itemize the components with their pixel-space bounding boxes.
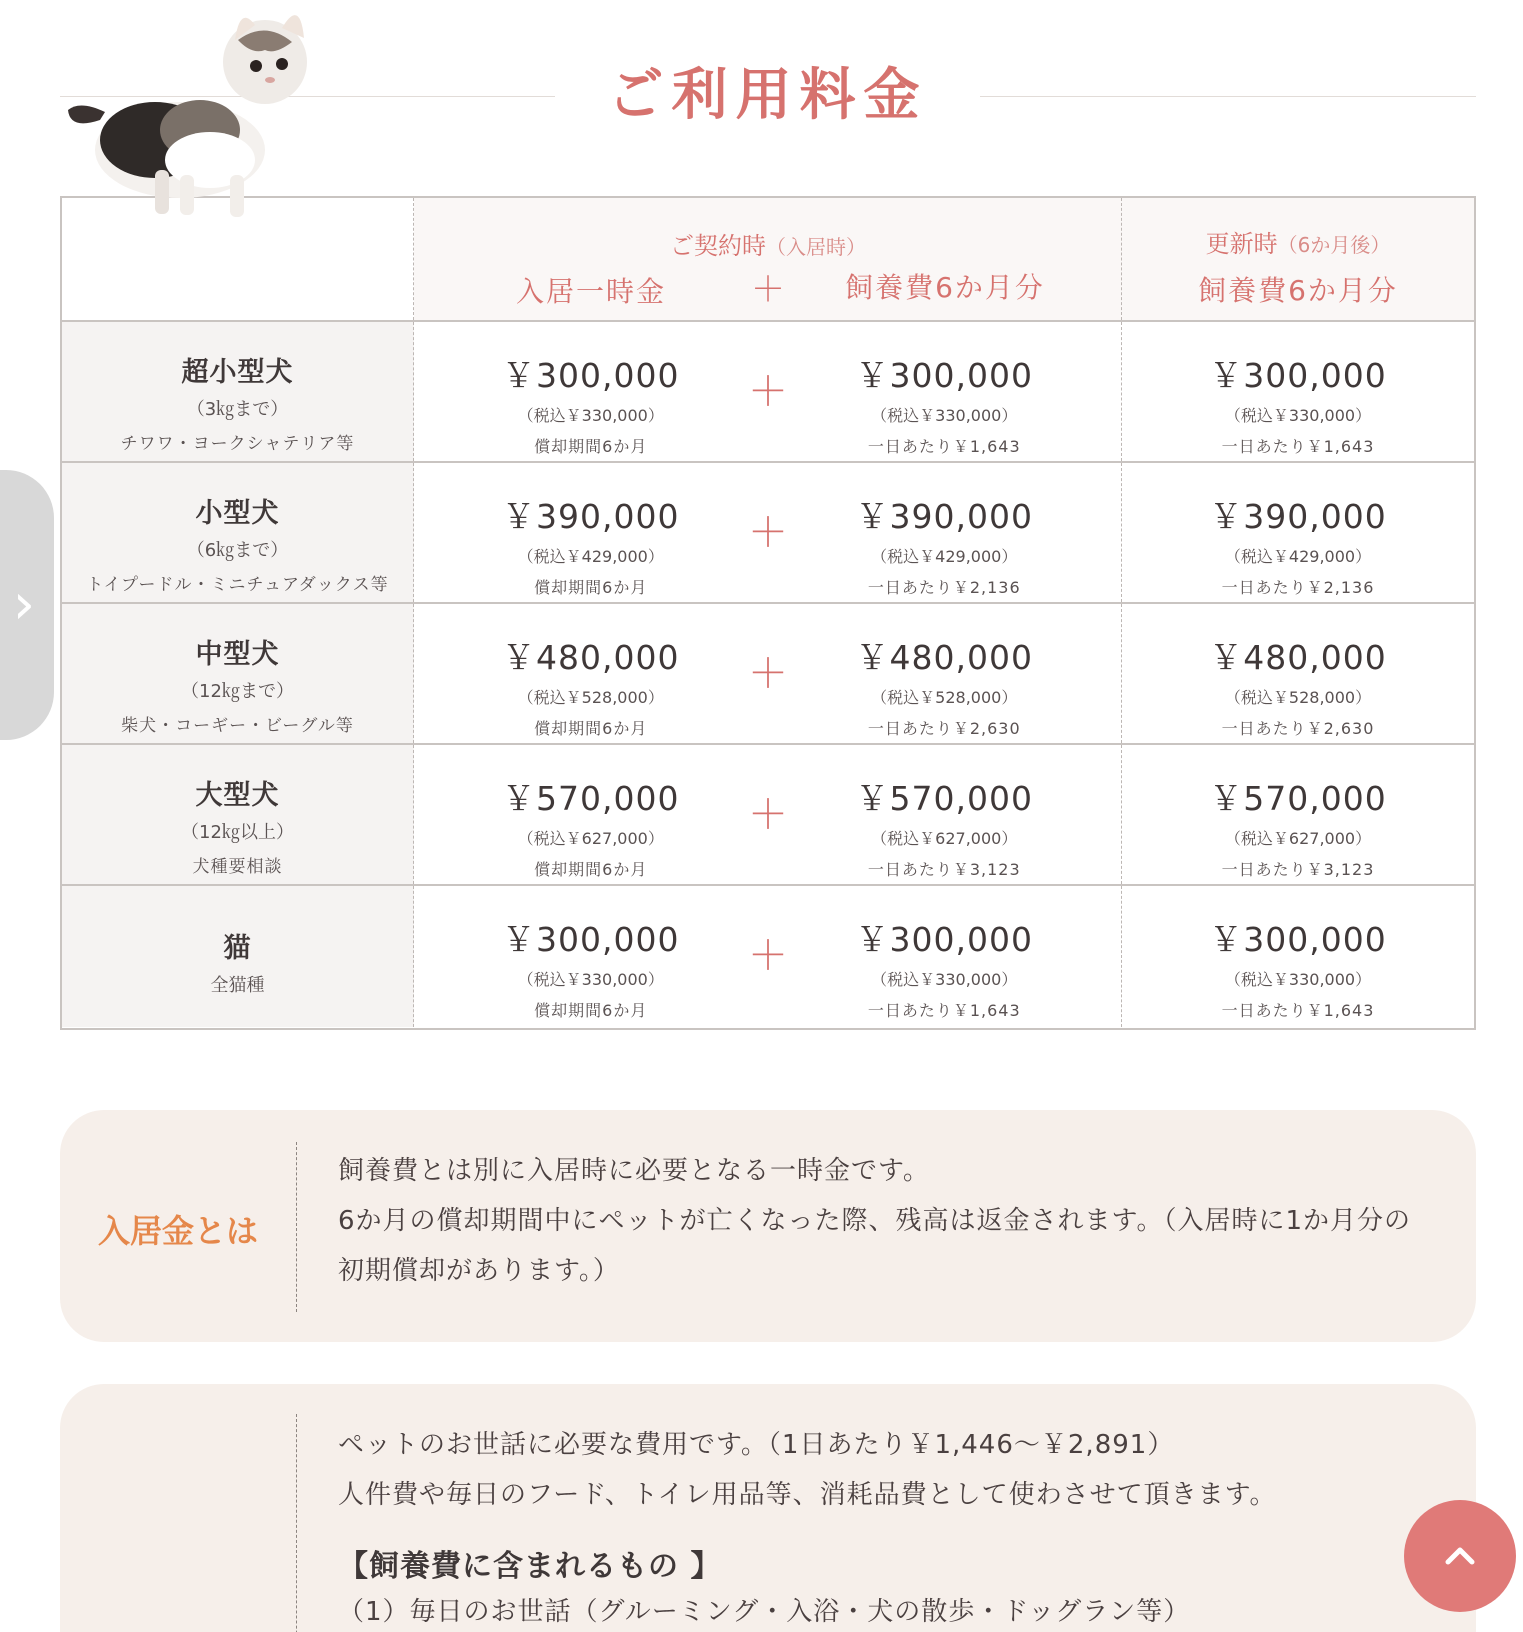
care-tax: （税込￥330,000）	[871, 406, 1018, 425]
table-row	[62, 604, 1474, 745]
renew-amount: ￥300,000	[1209, 356, 1387, 395]
pet-size-name: 超小型犬	[181, 357, 294, 388]
row-label-cell	[62, 322, 414, 461]
care-tax: （税込￥627,000）	[871, 829, 1018, 848]
row-label-cell	[62, 463, 414, 602]
deposit-amount: ￥300,000	[502, 356, 680, 395]
deposit-block	[414, 463, 768, 602]
deposit-tax: （税込￥330,000）	[517, 970, 664, 989]
care-block	[768, 886, 1122, 1027]
care-info-line: ペットのお世話に必要な費用です。（1日あたり￥1,446～￥2,891）	[338, 1430, 1175, 1460]
deposit-info-box	[60, 1110, 1476, 1342]
title-divider-right	[980, 96, 1476, 97]
deposit-info-line: 飼養費とは別に入居時に必要となる一時金です。	[338, 1156, 930, 1186]
table-row	[62, 886, 1474, 1027]
table-row	[62, 745, 1474, 886]
care-includes-item: （1）毎日のお世話（グルーミング・入浴・犬の散歩・ドッグラン等）	[338, 1597, 1191, 1627]
deposit-amount: ￥480,000	[502, 638, 680, 677]
deposit-note: 償却期間6か月	[534, 860, 648, 879]
renew-amount: ￥480,000	[1209, 638, 1387, 677]
pet-size-name: 猫	[223, 933, 252, 964]
renew-amount: ￥390,000	[1209, 497, 1387, 536]
care-tax: （税込￥429,000）	[871, 547, 1018, 566]
deposit-amount: ￥570,000	[502, 779, 680, 818]
care-note: 一日あたり￥3,123	[867, 860, 1021, 879]
contract-note: （入居時）	[766, 235, 866, 259]
care-tax: （税込￥330,000）	[871, 970, 1018, 989]
kitten-photo	[60, 0, 320, 225]
care-note: 一日あたり￥1,643	[867, 437, 1021, 456]
plus-icon: ＋	[748, 933, 788, 979]
renew-amount: ￥570,000	[1209, 779, 1387, 818]
deposit-tax: （税込￥528,000）	[517, 688, 664, 707]
renew-title: 更新時	[1205, 230, 1278, 258]
plus-icon: ＋	[748, 369, 788, 415]
renew-tax: （税込￥429,000）	[1224, 547, 1372, 566]
header-deposit-col: 入居一時金	[515, 275, 666, 308]
renew-note: 一日あたり￥3,123	[1221, 860, 1375, 879]
chevron-right-icon: ›	[12, 572, 36, 637]
deposit-block	[414, 604, 768, 743]
contract-cell	[414, 322, 1122, 461]
header-contract-title	[414, 226, 1122, 261]
pet-weight: （12㎏まで）	[181, 681, 294, 702]
deposit-info-label: 入居金とは	[97, 1212, 258, 1250]
renew-note: 一日あたり￥1,643	[1221, 437, 1375, 456]
back-to-top-button[interactable]	[1404, 1500, 1516, 1612]
renew-note: 一日あたり￥2,136	[1221, 578, 1375, 597]
renew-cell	[1122, 463, 1474, 602]
info-divider	[296, 1142, 297, 1312]
renew-note: （6か月後）	[1277, 233, 1391, 257]
header-renew-title	[1122, 224, 1474, 259]
row-label-cell	[62, 604, 414, 743]
renew-cell	[1122, 322, 1474, 461]
info-divider	[296, 1414, 297, 1632]
row-label-cell	[62, 886, 414, 1027]
contract-cell	[414, 463, 1122, 602]
pet-weight: （12㎏以上）	[181, 822, 294, 843]
row-label-cell	[62, 745, 414, 884]
deposit-tax: （税込￥627,000）	[517, 829, 664, 848]
renew-tax: （税込￥330,000）	[1224, 406, 1372, 425]
pet-weight: （3㎏まで）	[186, 399, 289, 420]
renew-cell	[1122, 604, 1474, 743]
table-row	[62, 322, 1474, 463]
renew-tax: （税込￥528,000）	[1224, 688, 1372, 707]
care-amount: ￥390,000	[855, 497, 1033, 536]
care-amount: ￥300,000	[855, 356, 1033, 395]
renew-block	[1122, 886, 1474, 1021]
pet-size-name: 小型犬	[195, 498, 280, 529]
pet-weight: 全猫種	[210, 975, 265, 996]
plus-icon: ＋	[748, 651, 788, 697]
care-block	[768, 745, 1122, 884]
header-renew-col: 飼養費6か月分	[1198, 274, 1398, 307]
pet-size-name: 中型犬	[195, 639, 280, 670]
deposit-note: 償却期間6か月	[534, 437, 648, 456]
price-table	[60, 196, 1476, 1030]
plus-icon: ＋	[748, 510, 788, 556]
deposit-note: 償却期間6か月	[534, 578, 648, 597]
pet-breeds: 柴犬・コーギー・ビーグル等	[121, 716, 354, 736]
care-info-line: 人件費や毎日のフード、トイレ用品等、消耗品費として使わさせて頂きます。	[338, 1480, 1277, 1510]
deposit-block	[414, 745, 768, 884]
care-block	[768, 604, 1122, 743]
deposit-block	[414, 322, 768, 461]
deposit-tax: （税込￥330,000）	[517, 406, 664, 425]
renew-block	[1122, 463, 1474, 598]
contract-cell	[414, 745, 1122, 884]
deposit-block	[414, 886, 768, 1027]
chevron-up-icon	[1440, 1536, 1480, 1576]
side-menu-tab[interactable]	[0, 470, 54, 740]
pet-breeds: トイプードル・ミニチュアダックス等	[86, 575, 389, 595]
contract-cell	[414, 604, 1122, 743]
renew-block	[1122, 322, 1474, 457]
page-title: ご利用料金	[607, 63, 928, 128]
renew-tax: （税込￥627,000）	[1224, 829, 1372, 848]
contract-cell	[414, 886, 1122, 1027]
deposit-amount: ￥390,000	[502, 497, 680, 536]
renew-note: 一日あたり￥1,643	[1221, 1001, 1375, 1020]
contract-title: ご契約時	[670, 232, 766, 260]
renew-block	[1122, 745, 1474, 880]
renew-note: 一日あたり￥2,630	[1221, 719, 1375, 738]
header-contract-cell	[414, 198, 1122, 320]
deposit-tax: （税込￥429,000）	[517, 547, 664, 566]
care-block	[768, 322, 1122, 461]
header-renew-cell	[1122, 198, 1474, 320]
deposit-info-line: 6か月の償却期間中にペットが亡くなった際、残高は返金されます。（入居時に1か月分の初期償却があります。）	[338, 1206, 1412, 1286]
renew-tax: （税込￥330,000）	[1224, 970, 1372, 989]
renew-block	[1122, 604, 1474, 739]
deposit-note: 償却期間6か月	[534, 719, 648, 738]
plus-icon: ＋	[748, 792, 788, 838]
care-fee-info-text	[338, 1420, 1428, 1632]
table-row	[62, 463, 1474, 604]
deposit-amount: ￥300,000	[502, 920, 680, 959]
renew-amount: ￥300,000	[1209, 920, 1387, 959]
care-includes-heading: 【飼養費に含まれるもの 】	[338, 1549, 722, 1584]
deposit-info-text	[338, 1146, 1428, 1296]
care-fee-info-box	[60, 1384, 1476, 1632]
pet-breeds: 犬種要相談	[192, 857, 283, 877]
care-amount: ￥570,000	[855, 779, 1033, 818]
care-block	[768, 463, 1122, 602]
care-note: 一日あたり￥2,630	[867, 719, 1021, 738]
care-note: 一日あたり￥2,136	[867, 578, 1021, 597]
renew-cell	[1122, 745, 1474, 884]
care-note: 一日あたり￥1,643	[867, 1001, 1021, 1020]
plus-icon: ＋	[751, 270, 785, 310]
care-amount: ￥300,000	[855, 920, 1033, 959]
care-amount: ￥480,000	[855, 638, 1033, 677]
care-tax: （税込￥528,000）	[871, 688, 1018, 707]
header-care-col: 飼養費6か月分	[845, 271, 1045, 304]
pet-size-name: 大型犬	[195, 780, 280, 811]
deposit-note: 償却期間6か月	[534, 1001, 648, 1020]
renew-cell	[1122, 886, 1474, 1027]
pet-weight: （6㎏まで）	[186, 540, 289, 561]
pet-breeds: チワワ・ヨークシャテリア等	[120, 434, 355, 454]
